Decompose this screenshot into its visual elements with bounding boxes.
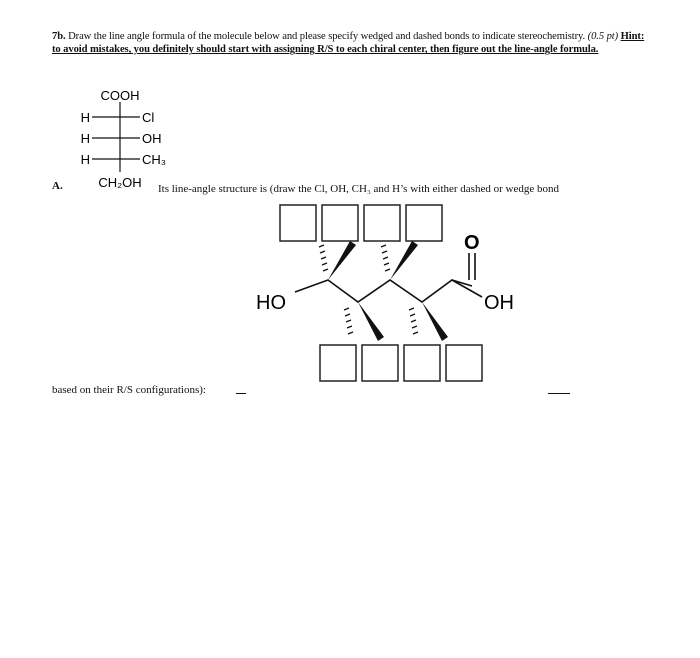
answer-box-top-4[interactable]: [406, 205, 442, 241]
answer-box-bottom-2[interactable]: [362, 345, 398, 381]
rs-configuration-text: based on their R/S configurations):: [52, 384, 206, 396]
bottom-dashed-bond-1: [344, 308, 353, 334]
top-wedge-bond-2: [390, 241, 418, 280]
top-wedge-bond-1: [328, 241, 356, 280]
carbon-backbone: [295, 280, 482, 302]
question-text: [52, 30, 652, 57]
answer-box-top-1[interactable]: [280, 205, 316, 241]
question-number: 7b.: [52, 31, 66, 42]
part-instruction: Its line-angle structure is (draw the Cl, OH, CH₃ and H’s with either dashed or wedge bond: [158, 183, 559, 195]
answer-box-top-2[interactable]: [322, 205, 358, 241]
bottom-wedge-bond-2: [422, 302, 448, 341]
top-dashed-bond-2: [381, 245, 390, 271]
question-hint: Hint: to avoid mistakes, you definitely should start with assigning R/S to each chiral center, then figure out the line-angle formula.: [52, 31, 645, 56]
fischer-row-1-right: Cl: [142, 110, 155, 125]
answer-box-bottom-3[interactable]: [404, 345, 440, 381]
answer-box-bottom-1[interactable]: [320, 345, 356, 381]
fischer-row-2-right: OH: [142, 131, 162, 146]
fischer-bottom-group: CH₂OH: [98, 175, 142, 190]
bottom-wedge-bond-1: [358, 302, 384, 341]
top-dashed-bond-1: [319, 245, 328, 271]
question-points: (0.5 pt): [587, 31, 619, 42]
question-body: Draw the line angle formula of the molecule below and please specify wedged and dashed bonds to indicate stereochemistry.: [65, 31, 588, 42]
line-angle-structure: [240, 195, 560, 395]
fischer-row-3-right: CH₃: [142, 152, 167, 167]
answer-blank-left[interactable]: [236, 393, 246, 394]
fischer-top-group: COOH: [100, 88, 140, 103]
carbonyl-oxygen-label: O: [464, 232, 480, 254]
answer-box-top-3[interactable]: [364, 205, 400, 241]
fischer-row-1-left: H: [80, 110, 90, 125]
fischer-projection: [72, 86, 167, 196]
answer-box-bottom-4[interactable]: [446, 345, 482, 381]
part-label: A.: [52, 180, 63, 192]
fischer-row-2-left: H: [80, 131, 90, 146]
answer-blank-right[interactable]: [548, 393, 570, 394]
hydroxyl-left-label: HO: [256, 292, 286, 314]
hydroxyl-right-label: OH: [484, 292, 514, 314]
fischer-row-3-left: H: [80, 152, 90, 167]
bottom-dashed-bond-2: [409, 308, 418, 334]
